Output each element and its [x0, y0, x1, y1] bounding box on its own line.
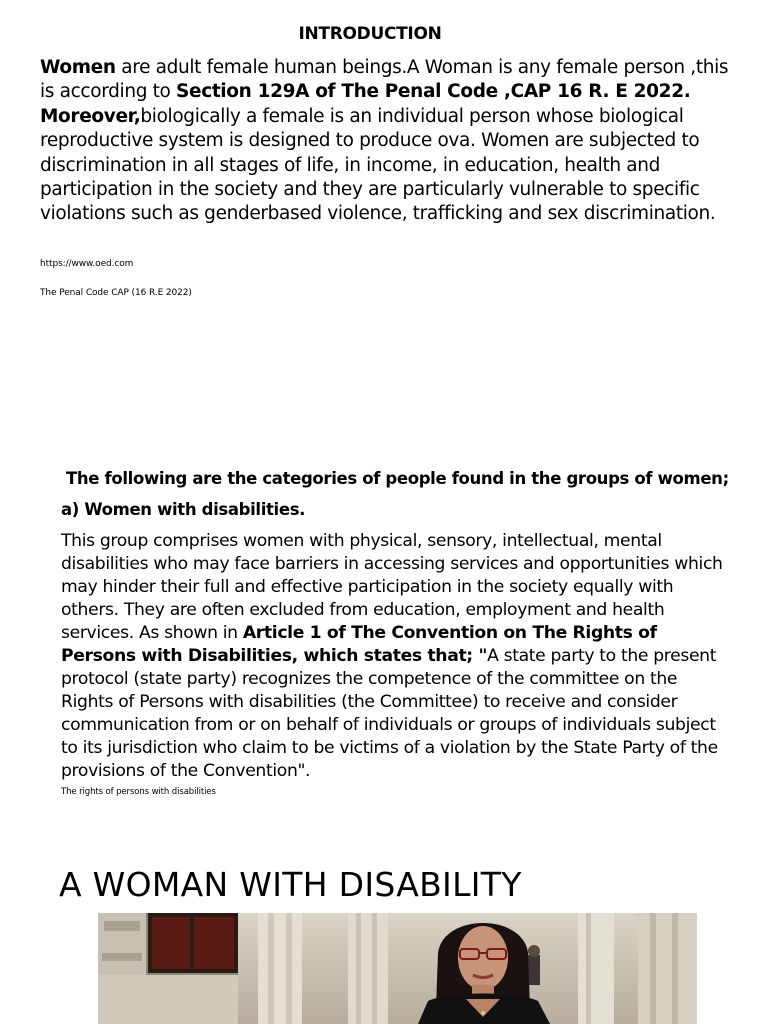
intro-paragraph: [40, 56, 730, 227]
woman-photo: [98, 913, 697, 1024]
reference-rights-disabilities: The rights of persons with disabilities: [61, 787, 216, 797]
intro-bold-women: Women: [40, 57, 116, 78]
photo-title: A WOMAN WITH DISABILITY: [59, 865, 522, 904]
reference-oed: https://www.oed.com: [40, 259, 134, 269]
disabilities-paragraph: [61, 530, 726, 783]
intro-title: INTRODUCTION: [298, 24, 442, 44]
disabilities-bold-article: Article 1 of The Convention on The Rights of Persons with Disabilities, which states that; ": [61, 623, 657, 666]
reference-penal-code: The Penal Code CAP (16 R.E 2022): [40, 288, 192, 298]
disabilities-text-2: A state party to the present protocol (state party) recognizes the competence of the committee on the Rights of Persons with disabilities (the Committee) to receive and consider communication from or on behalf of individuals or groups of individuals subject to its jurisdiction who claim to be victims of a violation by the State Party of the provisions of the Convention".: [61, 646, 718, 781]
categories-heading: The following are the categories of people found in the groups of women;: [66, 469, 729, 488]
disabilities-text-1: This group comprises women with physical, sensory, intellectual, mental disabilities who may face barriers in accessing services and opportunities which may hinder their full and effective participation in the society equally with others. They are often excluded from education, employment and health services. As shown in: [61, 531, 723, 643]
intro-text-1: are adult female human beings.A Woman is any female person ,this is according to: [40, 57, 729, 103]
intro-text-2: biologically a female is an individual person whose biological reproductive system is designed to produce ova. Women are subjected to discrimination in all stages of life, in income, in education, health and participation in the society and they are particularly vulnerable to specific violations such as genderbased violence, trafficking and sex discrimination.: [40, 105, 716, 225]
intro-bold-section: Section 129A of The Penal Code ,CAP 16 R. E 2022. Moreover,: [40, 81, 691, 127]
women-with-disabilities-heading: a) Women with disabilities.: [61, 500, 306, 519]
